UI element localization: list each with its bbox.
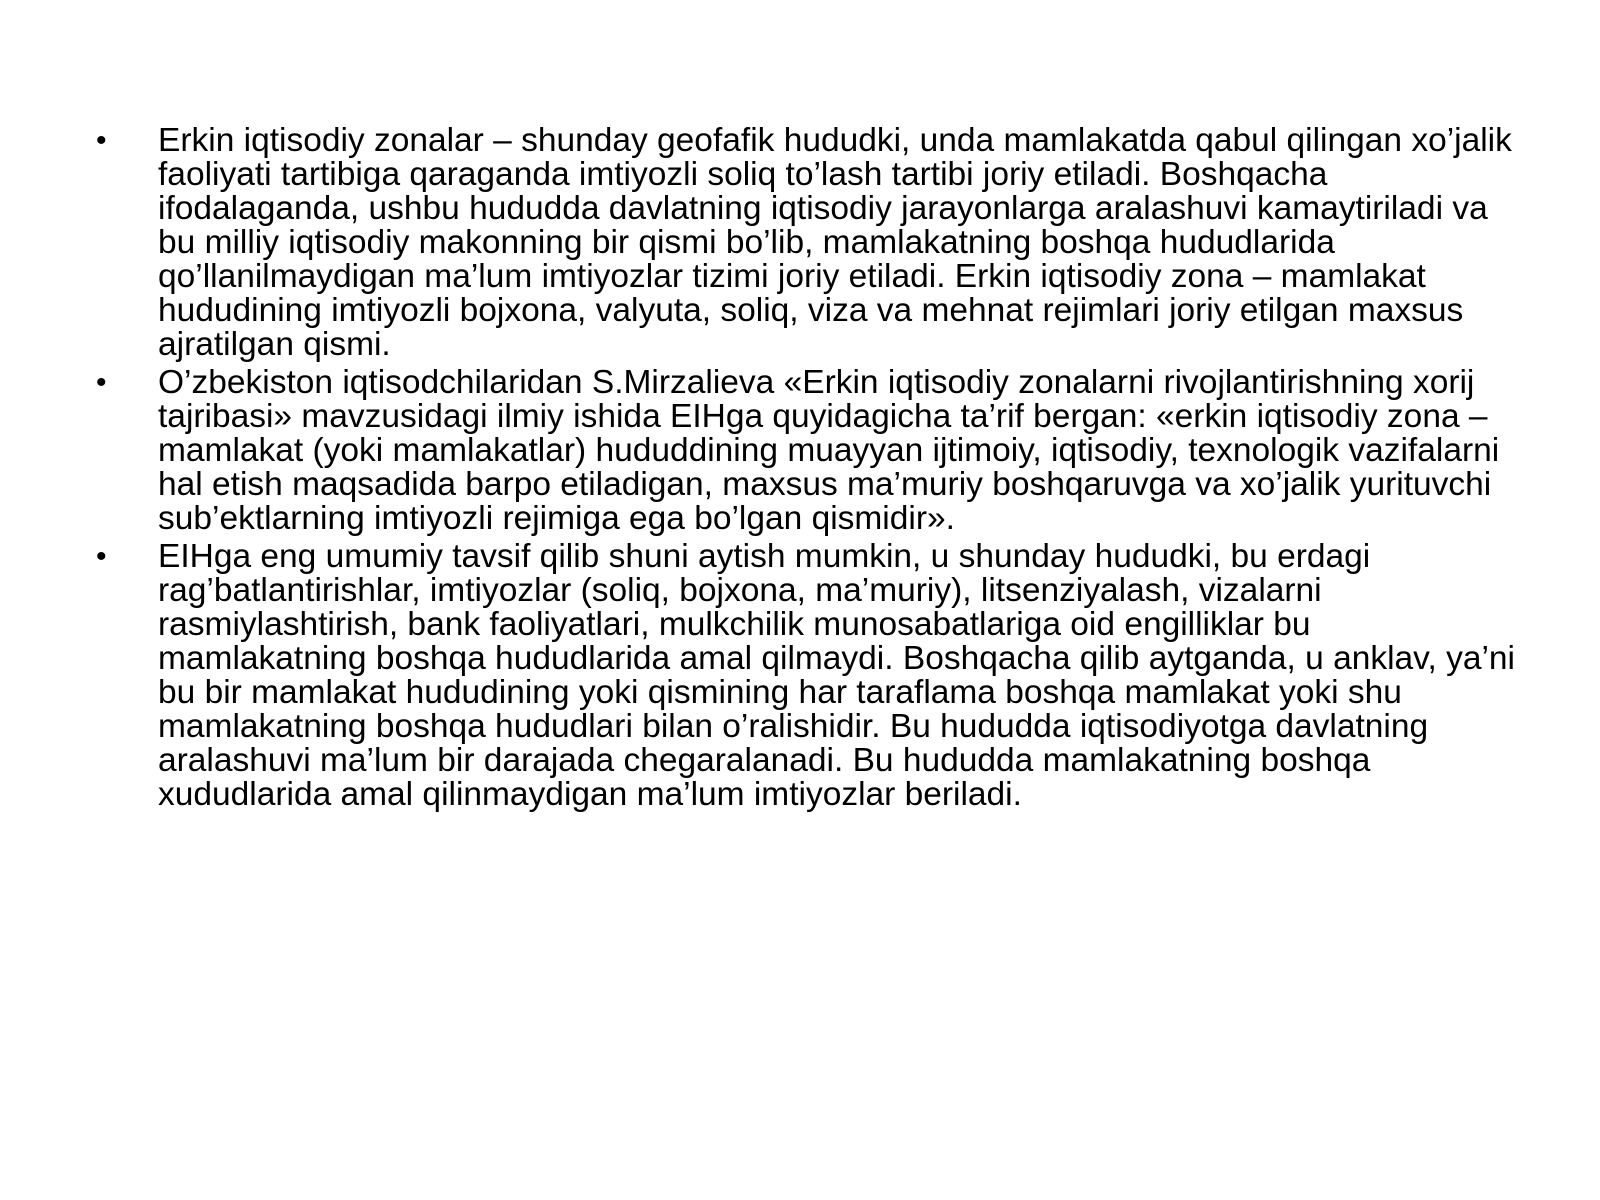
bullet-point-icon: • xyxy=(96,366,107,399)
bullet-text: Erkin iqtisodiy zonalar – shunday geofafik hududki, unda mamlakatda qabul qilingan xo’jalik faoliyati tartibiga qaraganda imtiyozli soliq to’lash tartibi joriy etiladi. Boshqacha ifodalaganda, ushbu hududda davlatning iqtisodiy jarayonlarga aralashuvi kamaytiriladi va bu milliy iqtisodiy makonning bir qismi bo’lib, mamlakatning boshqa hududlarida qo’llanilmaydigan ma’lum imtiyozlar tizimi joriy etiladi. Erkin iqtisodiy zona – mamlakat hududining imtiyozli bojxona, valyuta, soliq, viza va mehnat rejimlari joriy etilgan maxsus ajratilgan qismi. xyxy=(158,122,1512,363)
bullet-point-icon: • xyxy=(96,124,107,157)
bullet-item xyxy=(96,540,1516,812)
bullet-item xyxy=(96,124,1516,362)
bullet-point-icon: • xyxy=(96,540,107,573)
bullet-list xyxy=(96,124,1516,816)
bullet-text: EIHga eng umumiy tavsif qilib shuni aytish mumkin, u shunday hududki, bu erdagi rag’batlantirishlar, imtiyozlar (soliq, bojxona, ma’muriy), litsenziyalash, vizalarni rasmiylashtirish, bank faoliyatlari, mulkchilik munosabatlariga oid engilliklar bu mamlakatning boshqa hududlarida amal qilmaydi. Boshqacha qilib aytganda, u anklav, ya’ni bu bir mamlakat hududining yoki qismining har taraflama boshqa mamlakat yoki shu mamlakatning boshqa hududlari bilan o’ralishidir. Bu hududda iqtisodiyotga davlatning aralashuvi ma’lum bir darajada chegaralanadi. Bu hududda mamlakatning boshqa xududlarida amal qilinmaydigan ma’lum imtiyozlar beriladi. xyxy=(158,538,1515,813)
bullet-text: O’zbekiston iqtisodchilaridan S.Mirzalieva «Erkin iqtisodiy zonalarni rivojlantirishning xorij tajribasi» mavzusidagi ilmiy ishida EIHga quyidagicha ta’rif bergan: «erkin iqtisodiy zona – mamlakat (yoki mamlakatlar) hududdining muayyan ijtimoiy, iqtisodiy, texnologik vazifalarni hal etish maqsadida barpo etiladigan, maxsus ma’muriy boshqaruvga va xo’jalik yurituvchi sub’ektlarning imtiyozli rejimiga ega bo’lgan qismidir». xyxy=(158,364,1500,537)
bullet-item xyxy=(96,366,1516,536)
